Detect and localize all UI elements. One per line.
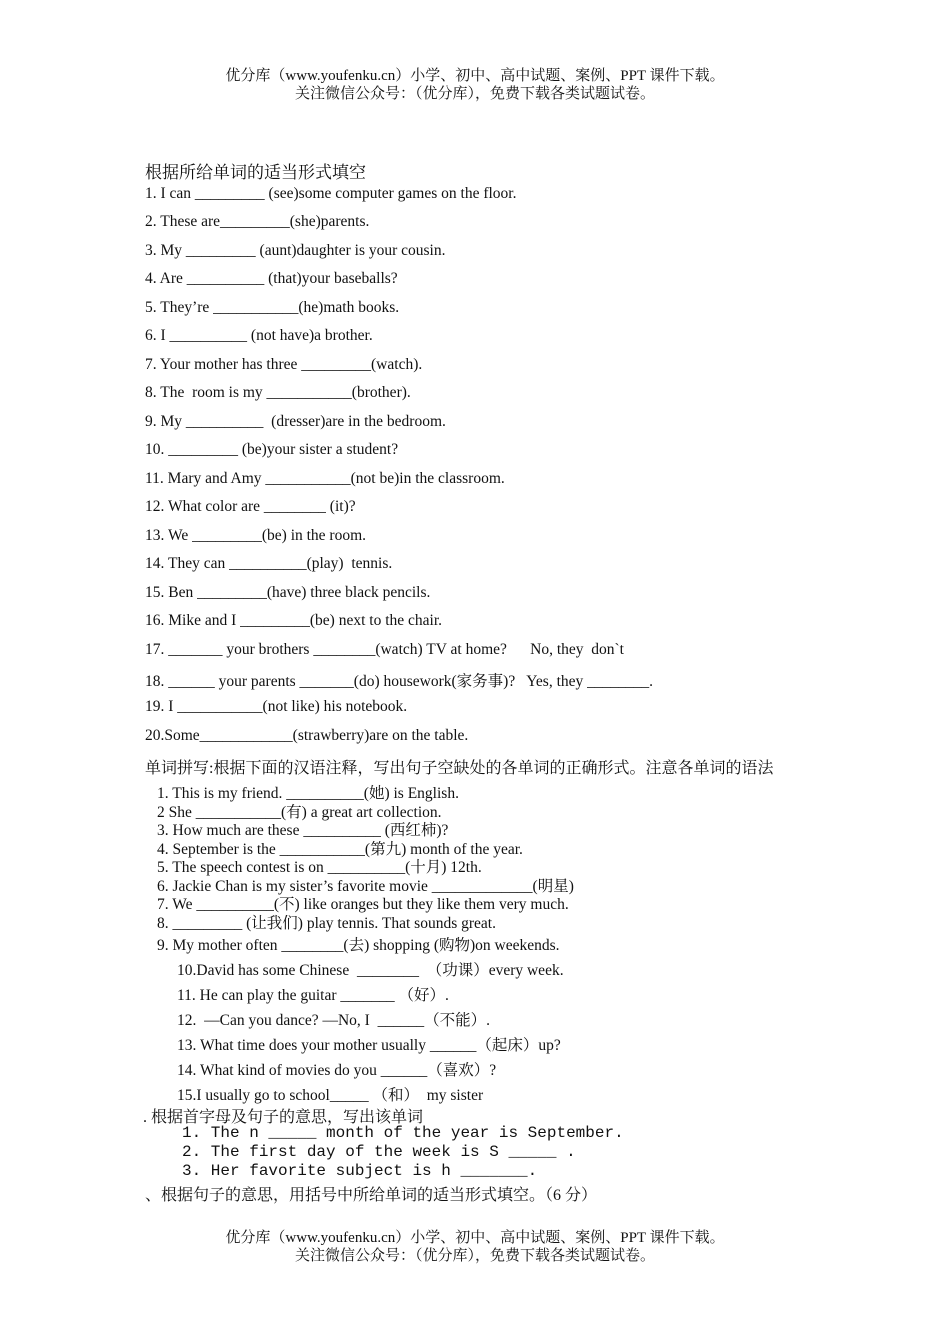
list-item: 16. Mike and I _________(be) next to the chair. [145,612,443,629]
list-item: 11. He can play the guitar _______ （好）. [177,987,449,1004]
list-item: 17. _______ your brothers ________(watch) TV at home? No, they don`t [145,641,624,658]
section1-title: 根据所给单词的适当形式填空 [145,163,366,182]
list-item: 12. —Can you dance? —No, I ______（不能）. [177,1012,490,1029]
list-item: 15. Ben _________(have) three black pencils. [145,584,431,601]
list-item: 14. They can __________(play) tennis. [145,555,393,572]
list-item: 4. Are __________ (that)your baseballs? [145,270,398,287]
list-item: 1. I can _________ (see)some computer games on the floor. [145,185,517,202]
page-footer [0,1229,950,1265]
list-item: 2. The first day of the week is S _____ . [182,1143,576,1161]
list-item: 3. How much are these __________ (西红柿)? [157,822,449,839]
list-item: 10.David has some Chinese ________ （功课）every week. [177,962,564,979]
list-item: 5. The speech contest is on __________(十月) 12th. [157,859,482,876]
list-item: 8. _________ (让我们) play tennis. That sounds great. [157,915,496,932]
list-item: 1. This is my friend. __________(她) is English. [157,785,459,802]
list-item: 19. I ___________(not like) his notebook. [145,698,408,715]
list-item: 11. Mary and Amy ___________(not be)in the classroom. [145,470,505,487]
list-item: 20.Some____________(strawberry)are on the table. [145,727,469,744]
header-line-2: 关注微信公众号：（优分库），免费下载各类试题试卷。 [294,86,655,102]
list-item: 2. These are_________(she)parents. [145,213,370,230]
page-header [0,67,950,103]
list-item: 12. What color are ________ (it)? [145,498,356,515]
list-item: 15.I usually go to school_____ （和） my sister [177,1087,484,1104]
list-item: 7. Your mother has three _________(watch). [145,356,423,373]
list-item: 8. The room is my ___________(brother). [145,384,411,401]
section4-title: 、根据句子的意思，用括号中所给单词的适当形式填空。（6 分） [145,1187,598,1204]
list-item: 3. My _________ (aunt)daughter is your cousin. [145,242,446,259]
list-item: 14. What kind of movies do you ______（喜欢）? [177,1062,497,1079]
list-item: 2 She ___________(有) a great art collection. [157,804,442,821]
list-item: 13. What time does your mother usually ______（起床）up? [177,1037,561,1054]
list-item: 13. We _________(be) in the room. [145,527,367,544]
list-item: 4. September is the ___________(第九) month of the year. [157,841,523,858]
list-item: 1. The n _____ month of the year is September. [182,1124,624,1142]
list-item: 18. ______ your parents _______(do) housework(家务事)? Yes, they ________. [145,673,654,690]
list-item: 7. We __________(不) like oranges but they like them very much. [157,896,569,913]
list-item: 6. I __________ (not have)a brother. [145,327,373,344]
header-line-1: 优分库（www.youfenku.cn）小学、初中、高中试题、案例、PPT 课件下载。 [225,68,725,84]
list-item: 6. Jackie Chan is my sister’s favorite movie _____________(明星) [157,878,574,895]
list-item: 9. My mother often ________(去) shopping (购物)on weekends. [157,937,560,954]
footer-line-1: 优分库（www.youfenku.cn）小学、初中、高中试题、案例、PPT 课件下载。 [225,1230,725,1246]
list-item: 9. My __________ (dresser)are in the bedroom. [145,413,446,430]
list-item: 10. _________ (be)your sister a student? [145,441,399,458]
section3-title: . 根据首字母及句子的意思，写出该单词 [143,1109,424,1126]
footer-line-2: 关注微信公众号：（优分库），免费下载各类试题试卷。 [294,1248,655,1264]
section2-title: 单词拼写:根据下面的汉语注释，写出句子空缺处的各单词的正确形式。注意各单词的语法 [145,760,774,777]
list-item: 5. They’re ___________(he)math books. [145,299,400,316]
list-item: 3. Her favorite subject is h _______. [182,1162,538,1180]
